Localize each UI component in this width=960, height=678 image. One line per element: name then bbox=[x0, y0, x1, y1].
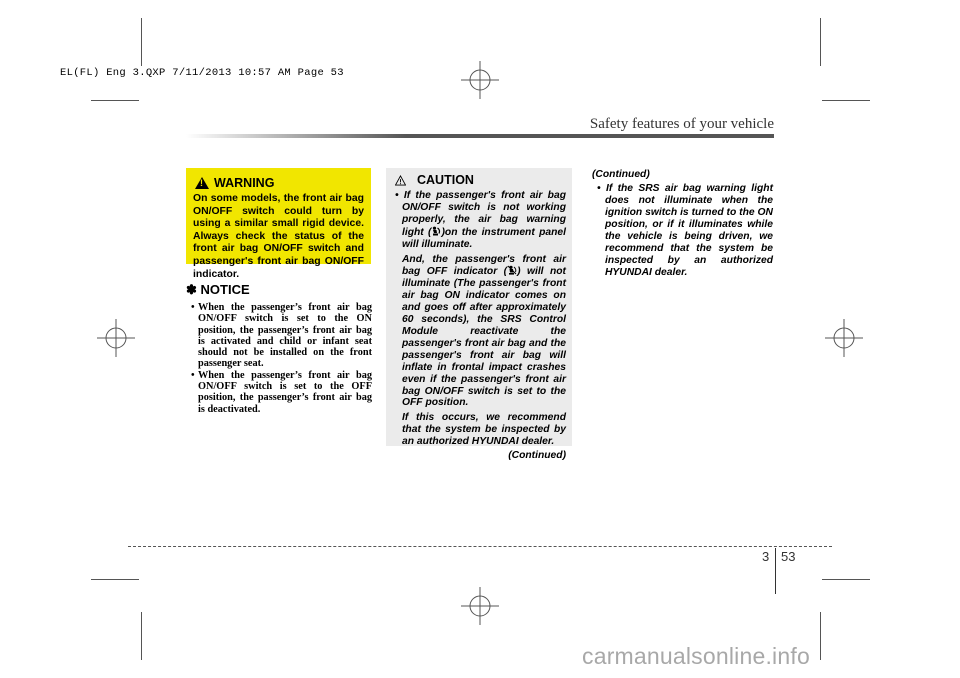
notice-section bbox=[186, 282, 372, 415]
page-number: 53 bbox=[781, 549, 796, 564]
header-rule-fade bbox=[186, 134, 406, 138]
page-number-separator bbox=[775, 548, 776, 594]
caution-paragraph: If this occurs, we recommend that the system be inspected by an authorized HYUNDAI dealer. bbox=[402, 412, 566, 448]
section-title: Safety features of your vehicle bbox=[589, 116, 774, 132]
notice-item: • When the passenger’s front air bag ON/OFF switch is set to the ON position, the passenger’s front air bag is activated and child or infant seat should not be installed on the front passenger seat. bbox=[191, 302, 372, 370]
caution-box bbox=[386, 168, 572, 462]
notice-symbol: ✽ bbox=[186, 282, 197, 297]
passenger-airbag-off-icon bbox=[507, 265, 517, 275]
registration-mark-icon bbox=[461, 61, 499, 99]
caution-bullet: • If the passenger's front air bag ON/OFF switch is not working properly, the air bag warning light ( )on the instrument panel will illuminate. bbox=[395, 190, 566, 250]
registration-mark-icon bbox=[97, 319, 135, 357]
watermark: carmanualsonline.info bbox=[582, 643, 810, 669]
registration-mark-icon bbox=[461, 587, 499, 625]
right-column bbox=[592, 169, 773, 279]
warning-text: On some models, the front air bag ON/OFF switch could turn by using a similar small rigid device. Always check the status of the front air bag ON/OFF switch and passenger's front air bag ON/OFF indicator. bbox=[193, 193, 364, 280]
warning-box bbox=[186, 168, 371, 280]
caution-triangle-icon bbox=[395, 175, 406, 186]
airbag-warning-light-icon bbox=[431, 226, 441, 236]
footer-rule bbox=[128, 546, 832, 547]
chapter-number: 3 bbox=[762, 549, 770, 564]
caution-paragraph: And, the passenger's front air bag OFF indicator ( ) will not illuminate (The passenger's front air bag ON indicator comes on and goes off after approximately 60 seconds), the SRS Control Module reactivate the passenger's front air bag and the passenger's front air bag will inflate in frontal impact crashes even if the passenger's front air bag ON/OFF switch is set to the OFF position. bbox=[402, 253, 566, 409]
registration-mark-icon bbox=[825, 319, 863, 357]
warning-title: WARNING bbox=[214, 176, 275, 190]
right-column-bullet: • If the SRS air bag warning light does not illuminate when the ignition switch is turned to the ON position, or if it illuminates while the vehicle is being driven, we recommend that the system be inspected by an authorized HYUNDAI dealer. bbox=[597, 183, 773, 278]
warning-triangle-icon bbox=[195, 177, 209, 189]
caution-heading bbox=[395, 173, 474, 187]
notice-item: • When the passenger’s front air bag ON/OFF switch is set to the OFF position, the passenger’s front air bag is deactivated. bbox=[191, 369, 372, 415]
warning-heading bbox=[195, 176, 274, 190]
notice-list bbox=[186, 302, 372, 415]
notice-title: NOTICE bbox=[200, 282, 250, 297]
notice-heading bbox=[186, 282, 372, 298]
caution-text bbox=[393, 190, 566, 462]
print-slug-line: EL(FL) Eng 3.QXP 7/11/2013 10:57 AM Page 53 bbox=[60, 67, 344, 79]
caution-continued: (Continued) bbox=[508, 450, 566, 462]
caution-title: CAUTION bbox=[417, 173, 474, 187]
continued-label: (Continued) bbox=[592, 169, 650, 180]
